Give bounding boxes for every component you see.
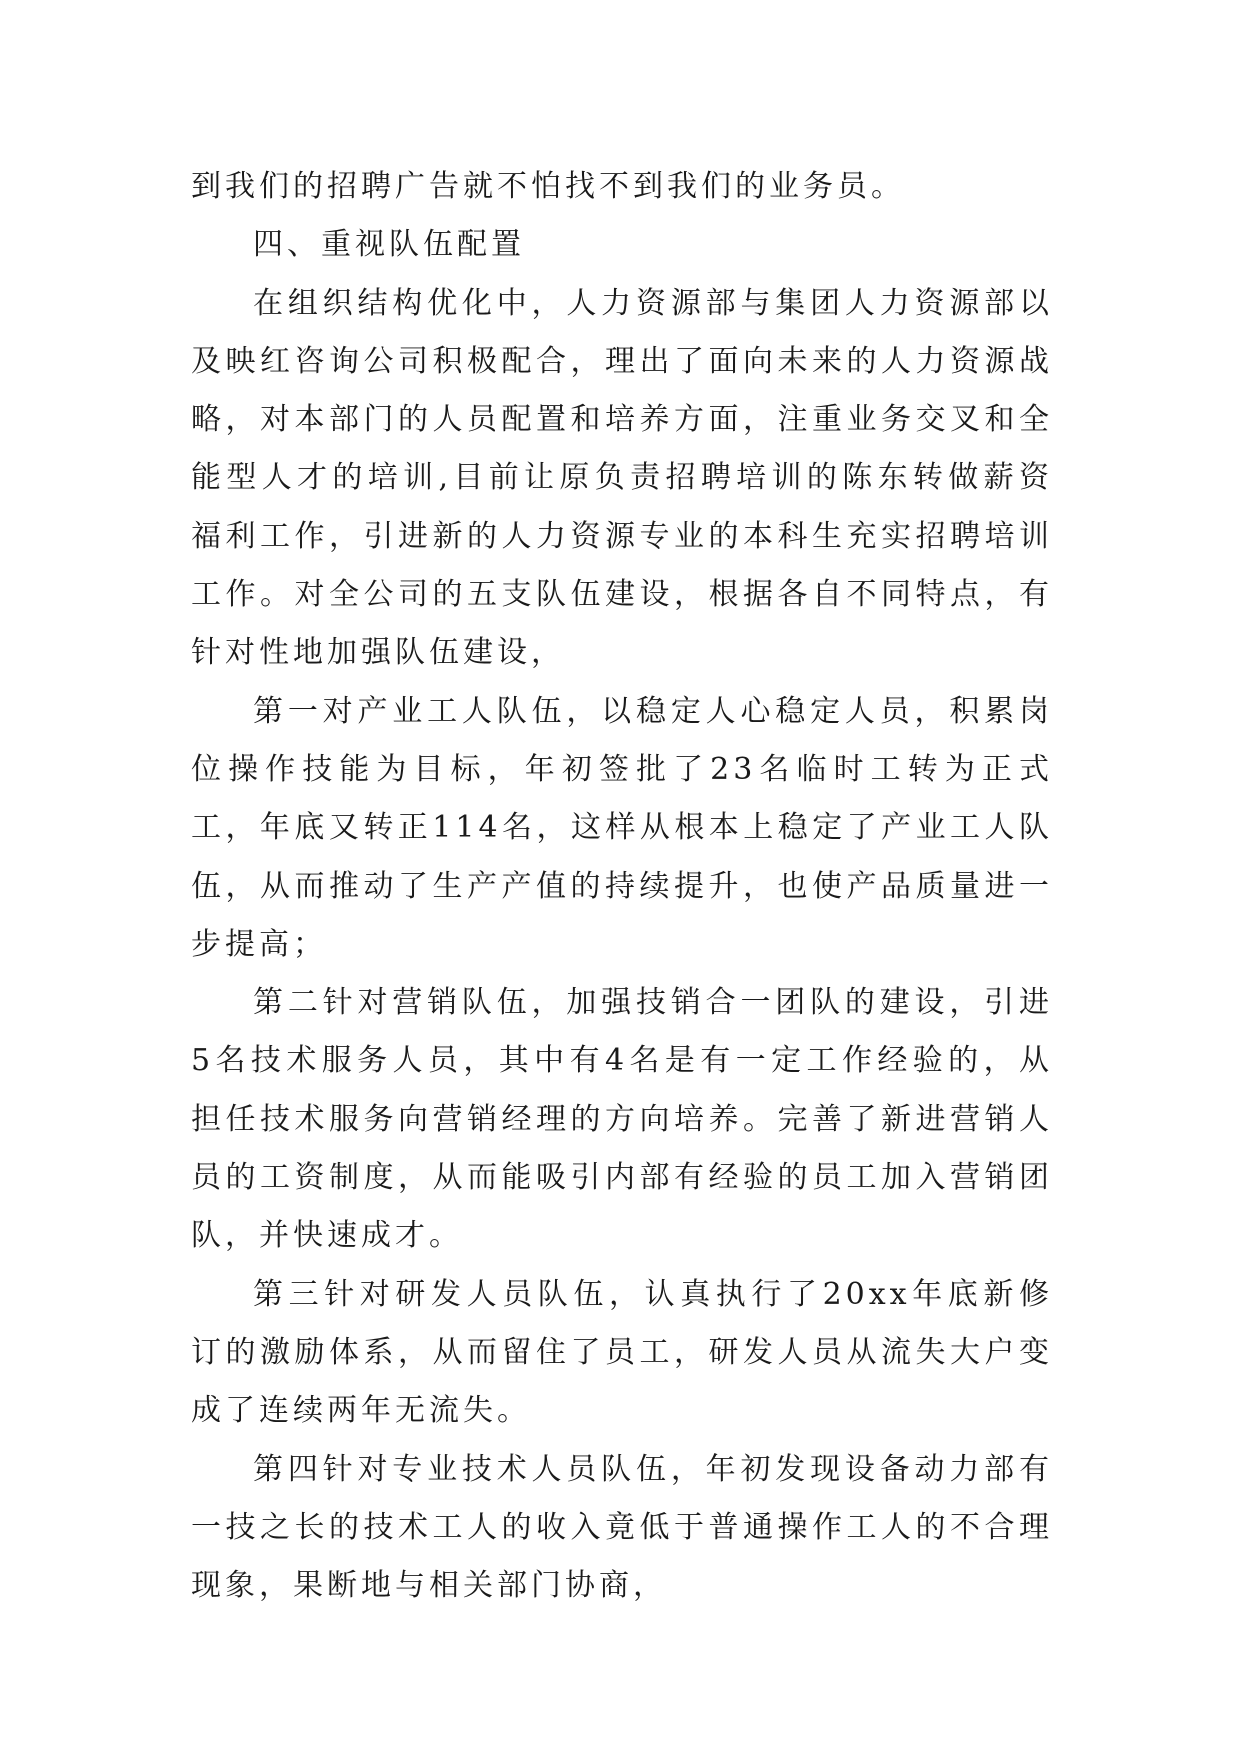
- paragraph-org-structure: 在组织结构优化中，人力资源部与集团人力资源部以及映红咨询公司积极配合，理出了面向未来的人力资源战略，对本部门的人员配置和培养方面，注重业务交叉和全能型人才的培训,目前让原负责招聘培训的陈东转做薪资福利工作，引进新的人力资源专业的本科生充实招聘培训工作。对全公司的五支队伍建设，根据各自不同特点，有针对性地加强队伍建设，: [191, 285, 1053, 671]
- document-body: [191, 158, 1053, 1615]
- paragraph-continuation: 到我们的招聘广告就不怕找不到我们的业务员。: [191, 169, 905, 204]
- paragraph-technical-staff: 第四针对专业技术人员队伍，年初发现设备动力部有一技之长的技术工人的收入竟低于普通操作工人的不合理现象，果断地与相关部门协商，: [191, 1451, 1053, 1604]
- paragraph-industrial-workers: 第一对产业工人队伍，以稳定人心稳定人员，积累岗位操作技能为目标，年初签批了23名临时工转为正式工，年底又转正114名，这样从根本上稳定了产业工人队伍，从而推动了生产产值的持续提升，也使产品质量进一步提高；: [191, 693, 1053, 962]
- paragraph-rd-team: 第三针对研发人员队伍，认真执行了20xx年底新修订的激励体系，从而留住了员工，研发人员从流失大户变成了连续两年无流失。: [191, 1276, 1053, 1429]
- paragraph-sales-team: 第二针对营销队伍，加强技销合一团队的建设，引进5名技术服务人员，其中有4名是有一定工作经验的，从担任技术服务向营销经理的方向培养。完善了新进营销人员的工资制度，从而能吸引内部有经验的员工加入营销团队，并快速成才。: [191, 985, 1053, 1254]
- section-heading: 四、重视队伍配置: [253, 227, 525, 263]
